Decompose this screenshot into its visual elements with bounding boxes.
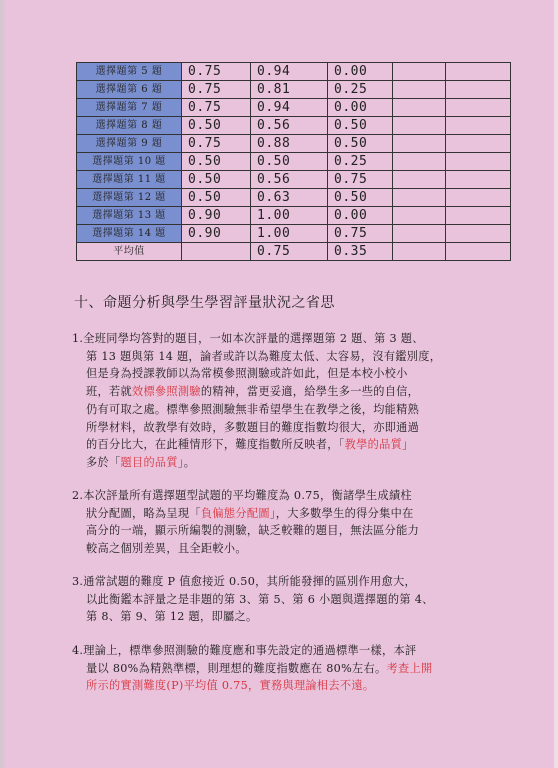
- row-label: 選擇題第 10 題: [77, 153, 182, 171]
- empty-cell: [446, 207, 511, 225]
- value-cell: 0.25: [328, 153, 393, 171]
- value-cell: 0.56: [251, 171, 328, 189]
- row-label: 平均值: [77, 243, 182, 261]
- value-cell: 0.90: [182, 225, 251, 243]
- value-cell: 0.00: [328, 207, 393, 225]
- empty-cell: [393, 63, 446, 81]
- table-row: [77, 207, 511, 225]
- row-label: 選擇題第 5 題: [77, 63, 182, 81]
- value-cell: 0.50: [251, 153, 328, 171]
- row-label: 選擇題第 7 題: [77, 99, 182, 117]
- table-row: [77, 99, 511, 117]
- empty-cell: [446, 189, 511, 207]
- value-cell: 0.88: [251, 135, 328, 153]
- text-line: [72, 454, 492, 472]
- paragraph-4: [72, 642, 492, 695]
- paragraph-3: [72, 573, 492, 626]
- text-run: 的精神，當更妥適，給學生多一些的自信，: [200, 385, 420, 399]
- table-row: [77, 81, 511, 99]
- text-run: 」。: [177, 455, 196, 469]
- empty-cell: [393, 171, 446, 189]
- empty-cell: [446, 135, 511, 153]
- empty-cell: [446, 117, 511, 135]
- value-cell: 0.75: [182, 135, 251, 153]
- value-cell: 0.90: [182, 207, 251, 225]
- value-cell: 0.56: [251, 117, 328, 135]
- empty-cell: [393, 153, 446, 171]
- empty-cell: [393, 81, 446, 99]
- scan-edge-left: [0, 0, 6, 768]
- empty-cell: [393, 225, 446, 243]
- text-run: 」，大多數學生的得分集中在: [269, 506, 414, 520]
- value-cell: 0.94: [251, 63, 328, 81]
- table-row: [77, 153, 511, 171]
- text-line: 所學材料，故教學有效時，多數題目的難度指數均很大，亦即通過: [86, 420, 420, 434]
- table-row: [77, 189, 511, 207]
- text-line: [72, 505, 492, 523]
- text-run: 狀分配圖，略為呈現「: [86, 506, 201, 520]
- value-cell: 0.94: [251, 99, 328, 117]
- value-cell: 0.50: [328, 135, 393, 153]
- text-line: [72, 660, 492, 678]
- table-row: [77, 225, 511, 243]
- empty-cell: [446, 225, 511, 243]
- highlight-text: 考查上開: [386, 661, 433, 675]
- text-line: 較高之個別差異，且全距較小。: [86, 542, 247, 556]
- value-cell: 0.81: [251, 81, 328, 99]
- value-cell: 0.50: [328, 189, 393, 207]
- row-label: 選擇題第 11 題: [77, 171, 182, 189]
- paragraph-2: [72, 487, 492, 558]
- value-cell: 0.75: [251, 243, 328, 261]
- text-line: 高分的一端，顯示所編製的測驗，缺乏較難的題目，無法區分能力: [86, 524, 420, 538]
- value-cell: 0.50: [182, 189, 251, 207]
- empty-cell: [446, 171, 511, 189]
- empty-cell: [393, 207, 446, 225]
- empty-cell: [446, 243, 511, 261]
- value-cell: 0.75: [328, 225, 393, 243]
- highlight-text: 教學的品質: [344, 438, 403, 452]
- text-line: 仍有可取之處。標準參照測驗無非希望學生在教學之後，均能精熟: [86, 402, 420, 416]
- empty-cell: [446, 81, 511, 99]
- empty-cell: [446, 63, 511, 81]
- text-line: 2.本次評量所有選擇題型試題的平均難度為 0.75，衡諸學生成績柱: [72, 489, 412, 502]
- text-line: 但是身為授課教師以為常模參照測驗或許如此，但是本校小校小: [86, 367, 408, 381]
- value-cell: 0.00: [328, 99, 393, 117]
- text-run: 的百分比大，在此種情形下，難度指數所反映者，「: [86, 438, 345, 452]
- value-cell: 0.75: [182, 99, 251, 117]
- scan-edge-right: [554, 0, 558, 768]
- row-label: 選擇題第 14 題: [77, 225, 182, 243]
- value-cell: 0.50: [328, 117, 393, 135]
- row-label: 選擇題第 13 題: [77, 207, 182, 225]
- highlight-text: 題目的品質: [120, 455, 178, 469]
- empty-cell: [393, 99, 446, 117]
- text-line: [72, 383, 492, 401]
- text-line: 3.通常試題的難度 P 值愈接近 0.50，其所能發揮的區別作用愈大，: [72, 575, 416, 588]
- empty-cell: [393, 189, 446, 207]
- empty-cell: [393, 243, 446, 261]
- empty-cell: [393, 135, 446, 153]
- text-run: 量以 80%為精熟準標，則理想的難度指數應在 80%左右。: [86, 661, 387, 675]
- table-average-row: [77, 243, 511, 261]
- value-cell: 0.63: [251, 189, 328, 207]
- empty-cell: [393, 117, 446, 135]
- value-cell: 0.00: [328, 63, 393, 81]
- table-row: [77, 135, 511, 153]
- value-cell: [182, 243, 251, 261]
- text-line: 1.全班同學均答對的題目，一如本次評量的選擇題第 2 題、第 3 題、: [72, 332, 424, 345]
- table-row: [77, 63, 511, 81]
- row-label: 選擇題第 6 題: [77, 81, 182, 99]
- row-label: 選擇題第 8 題: [77, 117, 182, 135]
- value-cell: 0.50: [182, 117, 251, 135]
- text-run: 班，若就: [86, 385, 132, 399]
- value-cell: 0.50: [182, 153, 251, 171]
- value-cell: 0.50: [182, 171, 251, 189]
- text-line: 4.理論上，標準參照測驗的難度應和事先設定的通過標準一樣，本評: [72, 644, 417, 657]
- text-run: 」: [402, 438, 414, 452]
- text-line: 以此衡鑑本評量之是非題的第 3、第 5、第 6 小題與選擇題的第 4、: [86, 592, 434, 606]
- value-cell: 0.75: [328, 171, 393, 189]
- highlight-text: 效標參照測驗: [131, 385, 201, 399]
- text-run: 多於「: [86, 455, 121, 469]
- row-label: 選擇題第 9 題: [77, 135, 182, 153]
- value-cell: 1.00: [251, 207, 328, 225]
- text-line: 第 8、第 9、第 12 題，即屬之。: [86, 610, 258, 624]
- table-row: [77, 171, 511, 189]
- section-title: 十、命題分析與學生學習評量狀況之省思: [74, 295, 335, 311]
- value-cell: 0.35: [328, 243, 393, 261]
- value-cell: 0.75: [182, 63, 251, 81]
- value-cell: 0.75: [182, 81, 251, 99]
- text-line: 第 13 題與第 14 題，論者或許以為難度太低、太容易，沒有鑑別度，: [86, 349, 442, 363]
- value-cell: 0.25: [328, 81, 393, 99]
- row-label: 選擇題第 12 題: [77, 189, 182, 207]
- value-cell: 1.00: [251, 225, 328, 243]
- paragraph-1: [72, 330, 492, 472]
- empty-cell: [446, 99, 511, 117]
- highlight-text: 所示的實測難度(P)平均值 0.75，實務與理論相去不遠。: [86, 679, 375, 693]
- table-row: [77, 117, 511, 135]
- difficulty-table: [76, 62, 511, 261]
- text-line: [72, 436, 492, 454]
- highlight-text: 負偏態分配圖: [200, 506, 270, 520]
- empty-cell: [446, 153, 511, 171]
